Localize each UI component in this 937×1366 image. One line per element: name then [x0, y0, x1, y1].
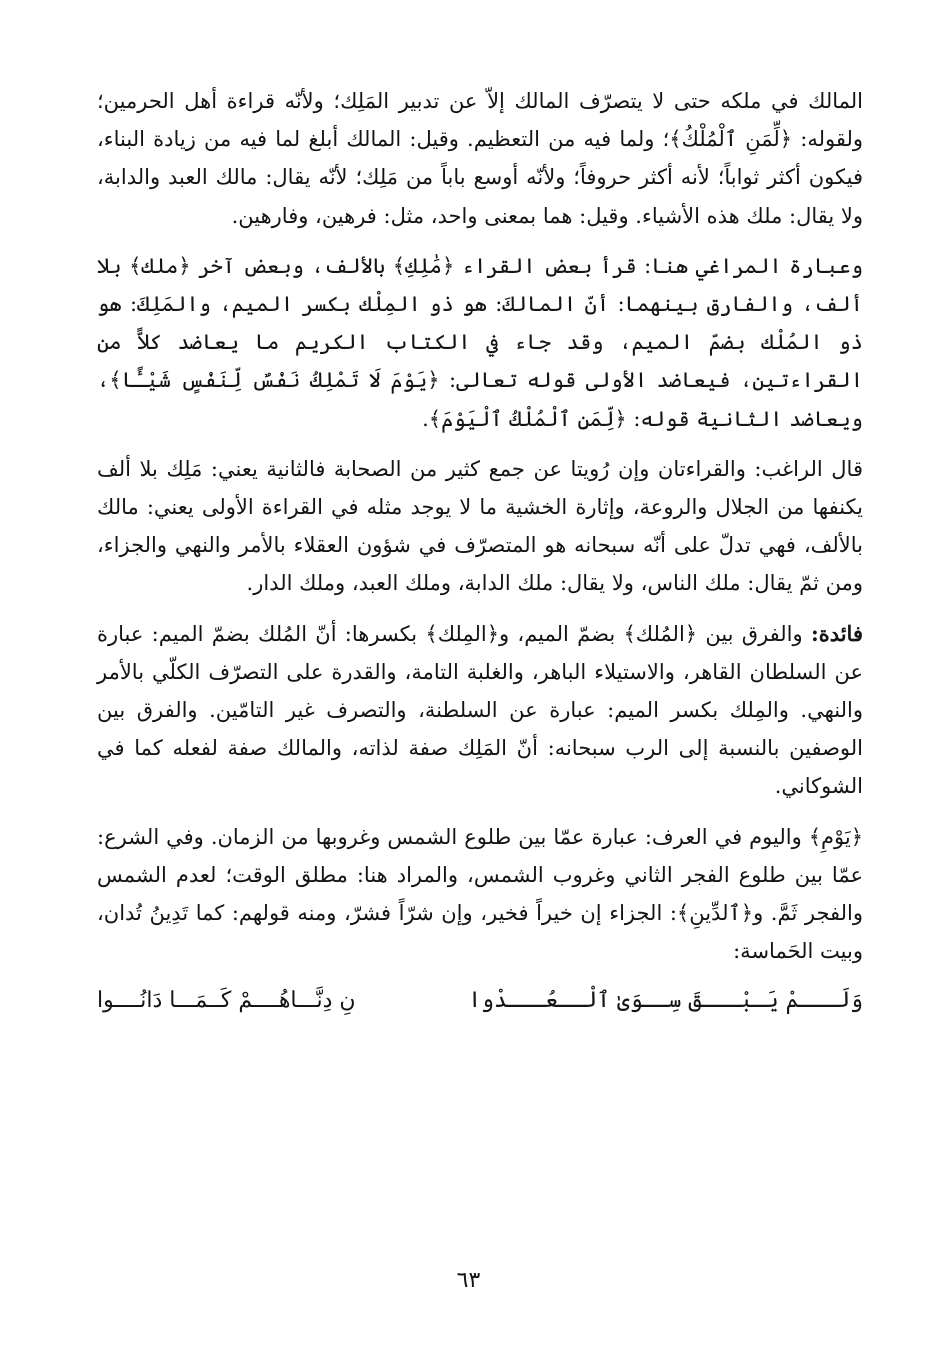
- paragraph-faida: [97, 615, 863, 806]
- body-text: [97, 82, 863, 1021]
- faida-text: والفرق بين ﴿المُلك﴾ بضمّ الميم، و﴿المِلك﴾ بكسرها: أنّ المُلك بضمّ الميم: عبارة عن السلطان القاهر، والاستيلاء الباهر، والغلبة التامة، والقدرة على التصرّف الكلّي بالأمر والنهي. والمِلك بكسر الميم: عبارة عن السلطنة، والتصرف غير التامّين. والفرق بين الوصفين بالنسبة إلى الرب سبحانه: أنّ المَلِك صفة لذاته، والمالك صفة لفعله كما في الشوكاني.: [97, 621, 863, 799]
- poetry-verse: [97, 982, 863, 1020]
- paragraph-malik-vs-malik: المالك في ملكه حتى لا يتصرّف المالك إلاّ عن تدبير المَلِك؛ ولأنّه قراءة أهل الحرمين؛ ولقوله: ﴿لِّمَنِ ٱلْمُلْكُ﴾؛ ولما فيه من التعظيم. وقيل: المالك أبلغ لما فيه من زيادة البناء، فيكون أكثر ثواباً؛ لأنه أكثر حروفاً؛ ولأنّه أوسع باباً من مَلِك؛ لأنّه يقال: مالك العبد والدابة، ولا يقال: ملك هذه الأشياء. وقيل: هما بمعنى واحد، مثل: فرهين، وفارهين.: [97, 89, 863, 228]
- paragraph-raghib: قال الراغب: والقراءتان وإن رُويتا عن جمع كثير من الصحابة فالثانية يعني: مَلِك بلا ألف يكنفها من الجلال والروعة، وإثارة الخشية ما لا يوجد مثله في القراءة الأولى يعني: مالك بالألف، فهي تدلّ على أنّه سبحانه هو المتصرّف في شؤون العقلاء بالأمر والنهي والجزاء، ومن ثمّ يقال: ملك الناس، ولا يقال: ملك الدابة، وملك العبد، وملك الدار.: [97, 456, 863, 596]
- paragraph-maraghi: وعبارة المراغي هنا: قرأ بعض القراء ﴿مَٰلِكِ﴾ بالألف، وبعض آخر ﴿ملك﴾ بلا ألف، والفارق بينهما: أنّ المالكَ: هو ذو المِلْك بكسر الميم، والمَلِكَ: هو ذو المُلْك بضمّ الميم، وقد جاء في الكتاب الكريم ما يعاضد كلاًّ من القراءتين، فيعاضد الأولى قوله تعالى: ﴿يَوْمَ لَا تَمْلِكُ نَفْسٌ لِّنَفْسٍ شَيْـًٔا﴾، ويعاضد الثانية قوله: ﴿لِّمَنِ ٱلْمُلْكُ ٱلْيَوْمَ﴾.: [97, 253, 863, 431]
- page-number: ٦٣: [456, 1268, 481, 1293]
- paragraph-yawm-din: ﴿يَوْمِ﴾ واليوم في العرف: عبارة عمّا بين طلوع الشمس وغروبها من الزمان. وفي الشرع: عمّا بين طلوع الفجر الثاني وغروب الشمس، والمراد هنا: مطلق الوقت؛ لعدم الشمس والفجر ثَمَّ. و﴿ٱلدِّينِ﴾: الجزاء إن خيراً فخير، وإن شرّاً فشرّ، ومنه قولهم: كما تَدِينُ تُدان، وبيت الحَماسة:: [97, 824, 863, 964]
- verse-first-hemistich: وَلَـــمْ يَـبْـــقَ سِــوَىٰ ٱلْــعُـــدْوا: [468, 988, 863, 1014]
- faida-label: فائدة:: [810, 620, 863, 646]
- verse-second-hemistich: نِ دِنَّـــاهُــــمْ كَــمَـــا دَانُــــوا: [97, 988, 356, 1014]
